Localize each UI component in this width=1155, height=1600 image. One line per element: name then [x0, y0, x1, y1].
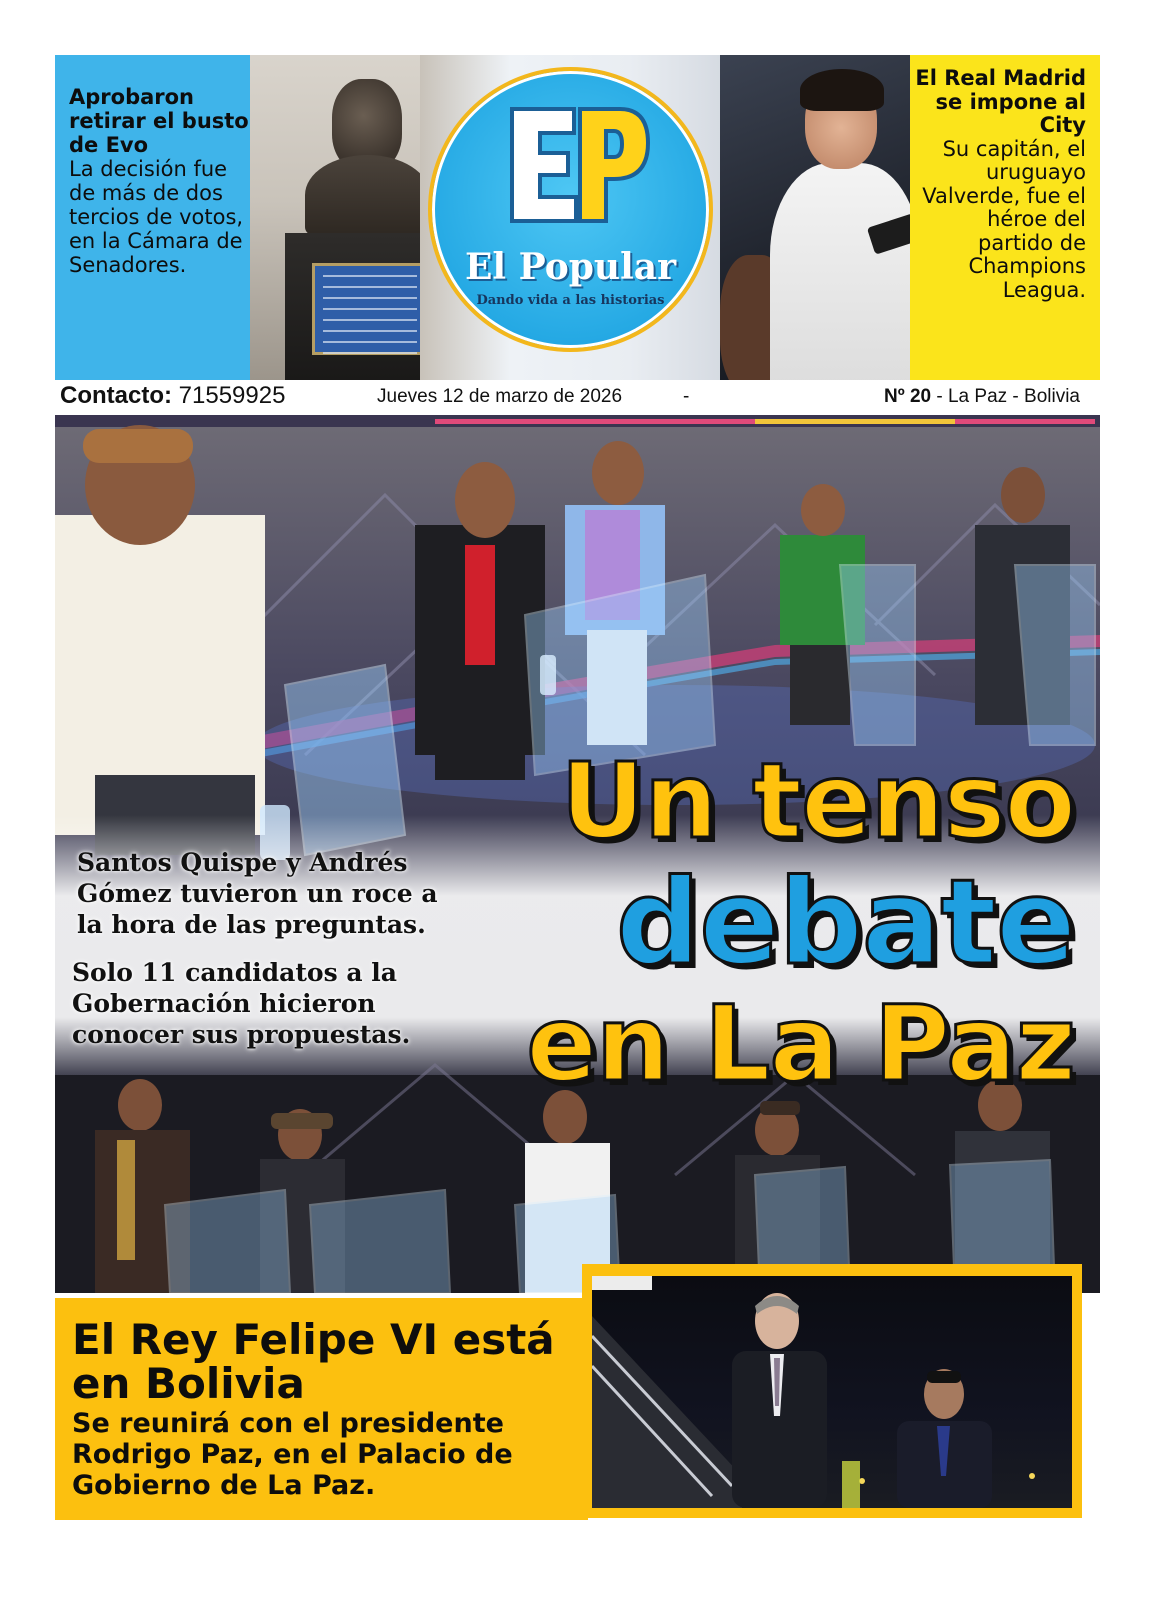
edition-location: - La Paz - Bolivia: [936, 386, 1080, 407]
bust-plaque: [312, 263, 428, 355]
masthead: [420, 55, 720, 380]
info-separator: -: [683, 386, 690, 407]
logo-ep-monogram: [502, 101, 652, 231]
king-arrival-scene: [592, 1276, 1072, 1508]
newspaper-slogan: Dando vida a las historias: [476, 293, 665, 308]
main-headline-line2[interactable]: debate: [615, 853, 1075, 991]
player-hair: [800, 69, 884, 111]
king-felipe-summary: Se reunirá con el presidente Rodrigo Paz, en el Palacio de Gobierno de La Paz.: [72, 1408, 513, 1501]
valverde-photo: [720, 55, 910, 380]
evo-bust-headline: Aprobaron retirar el busto de Evo: [69, 85, 249, 157]
main-headline-line1[interactable]: Un tenso: [560, 740, 1075, 862]
edition-number: Nº 20: [884, 386, 932, 407]
real-madrid-summary: Su capitán, el uruguayo Valverde, fue el héroe del partido de Champions Leagua.: [922, 136, 1086, 302]
main-headline-line3[interactable]: en La Paz: [526, 983, 1075, 1105]
evo-bust-summary: La decisión fue de más de dos tercios de votos, en la Cámara de Senadores.: [69, 157, 244, 277]
player-jersey: [770, 163, 910, 380]
contact-number: 71559925: [178, 382, 286, 409]
issue-date: Jueves 12 de marzo de 2026: [377, 386, 623, 407]
top-strip: [55, 55, 1100, 380]
king-felipe-photo-frame: [582, 1264, 1082, 1518]
info-bar: [55, 382, 1100, 412]
debate-photo[interactable]: [55, 415, 1100, 1293]
debate-caption-candidatos: Solo 11 candidatos a la Gobernación hicieron conocer sus propuestas.: [72, 958, 411, 1049]
newspaper-name: El Popular: [464, 246, 677, 288]
evo-bust-story[interactable]: [55, 55, 250, 380]
edition-info: [884, 386, 1080, 408]
king-felipe-story[interactable]: [55, 1298, 588, 1520]
king-felipe-photo[interactable]: [592, 1276, 1072, 1508]
king-felipe-headline: El Rey Felipe VI está en Bolivia: [72, 1315, 555, 1408]
real-madrid-story[interactable]: [910, 55, 1100, 380]
contact-label: Contacto:: [60, 382, 172, 409]
contact-info: [60, 382, 285, 410]
bust-shoulders: [305, 155, 430, 235]
real-madrid-headline: El Real Madrid se impone al City: [915, 66, 1086, 137]
newspaper-logo[interactable]: [428, 67, 713, 352]
debate-caption-roce: Santos Quispe y Andrés Gómez tuvieron un roce a la hora de las preguntas.: [77, 848, 438, 939]
